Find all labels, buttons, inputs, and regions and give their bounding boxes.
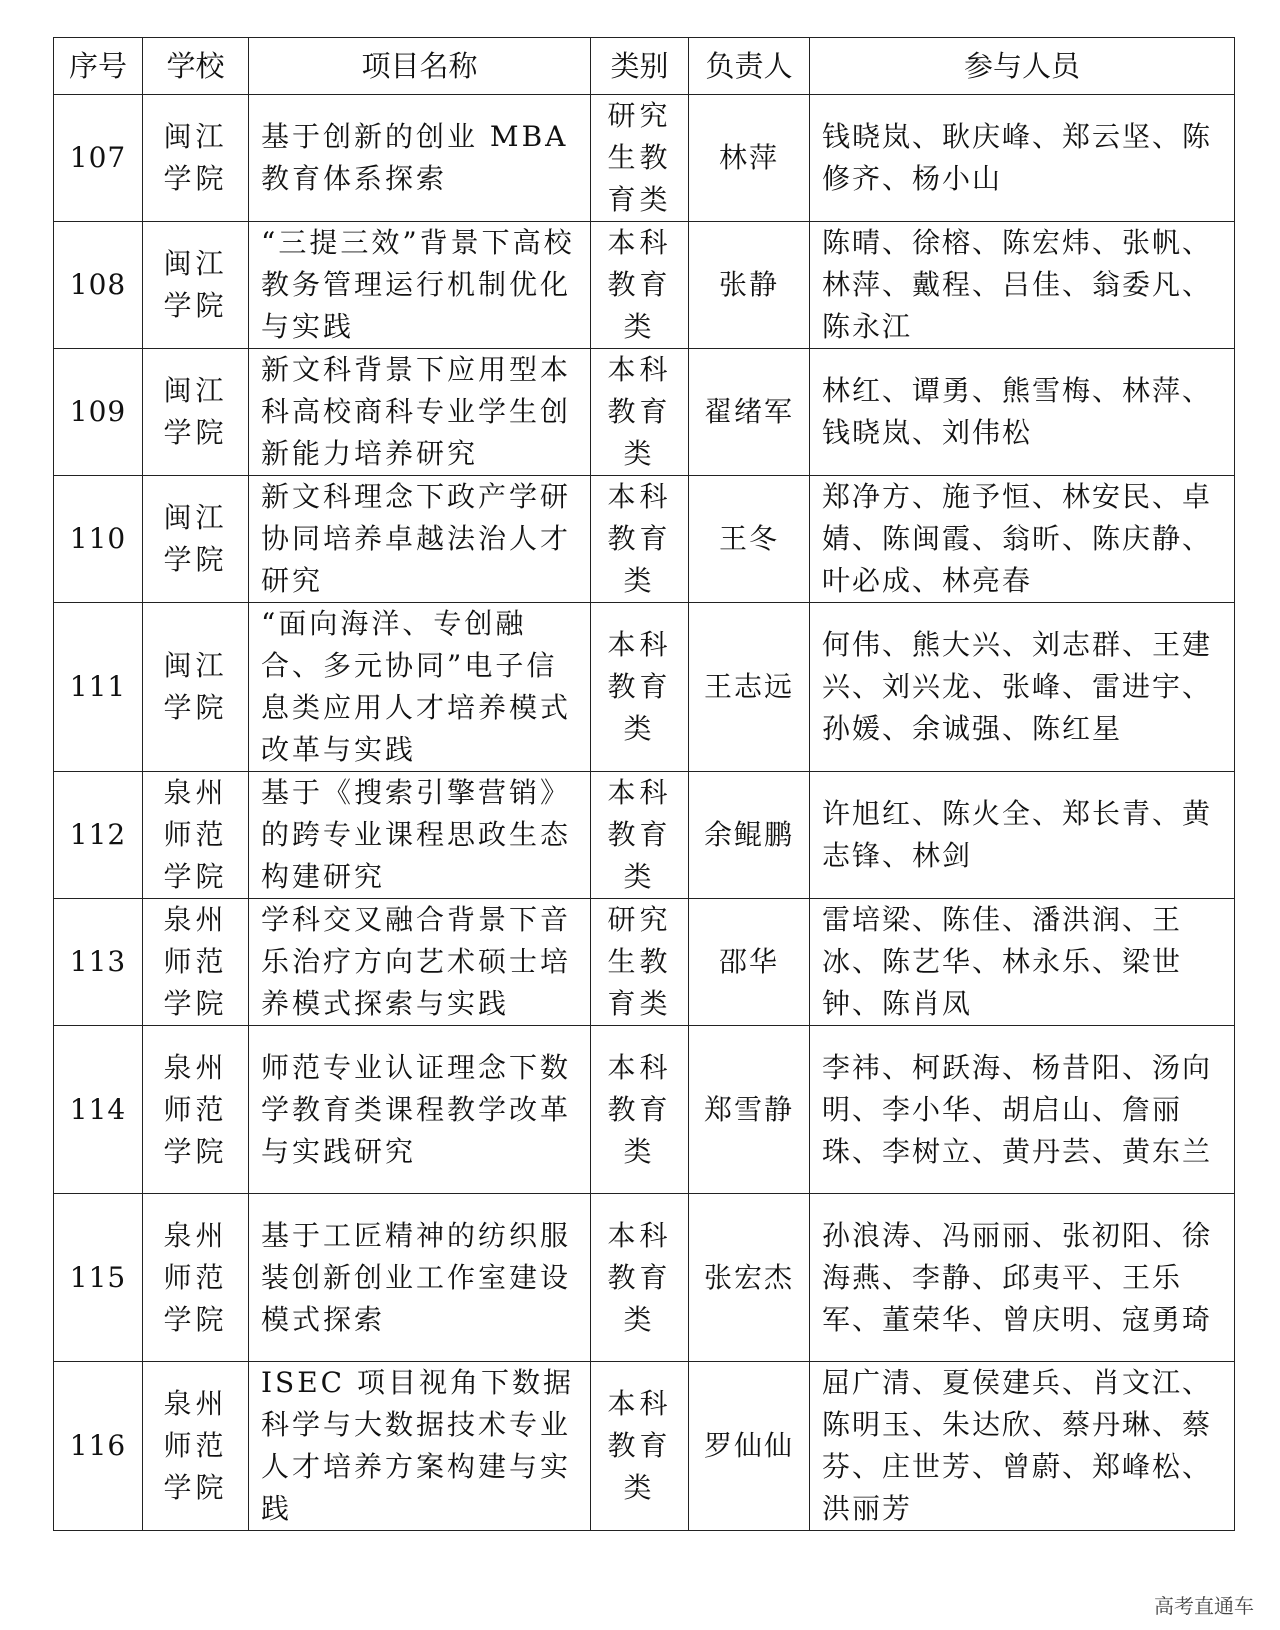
table-row [54,1194,1235,1362]
cell-type: 本科教育类 [591,349,689,476]
table-row [54,222,1235,349]
cell-type: 本科教育类 [591,603,689,772]
cell-project-name: 学科交叉融合背景下音乐治疗方向艺术硕士培养模式探索与实践 [249,899,591,1026]
cell-school: 泉州师范学院 [143,1026,249,1194]
cell-leader: 邵华 [689,899,810,1026]
cell-num: 110 [54,476,143,603]
cell-type: 本科教育类 [591,1362,689,1531]
cell-project-name: 新文科理念下政产学研协同培养卓越法治人才研究 [249,476,591,603]
header-project-name: 项目名称 [249,38,591,95]
cell-type: 本科教育类 [591,1194,689,1362]
cell-num: 111 [54,603,143,772]
table-row [54,899,1235,1026]
table-row [54,1362,1235,1531]
cell-school: 闽江学院 [143,349,249,476]
cell-members: 雷培梁、陈佳、潘洪润、王冰、陈艺华、林永乐、梁世钟、陈肖凤 [810,899,1235,1026]
cell-num: 113 [54,899,143,1026]
header-leader: 负责人 [689,38,810,95]
cell-num: 112 [54,772,143,899]
header-school: 学校 [143,38,249,95]
project-table [53,37,1235,1531]
cell-members: 屈广清、夏侯建兵、肖文江、陈明玉、朱达欣、蔡丹琳、蔡芬、庄世芳、曾蔚、郑峰松、洪丽芳 [810,1362,1235,1531]
cell-num: 115 [54,1194,143,1362]
table-row [54,95,1235,222]
cell-type: 本科教育类 [591,772,689,899]
cell-type: 本科教育类 [591,476,689,603]
cell-members: 孙浪涛、冯丽丽、张初阳、徐海燕、李静、邱夷平、王乐军、董荣华、曾庆明、寇勇琦 [810,1194,1235,1362]
cell-leader: 翟绪军 [689,349,810,476]
cell-type: 研究生教育类 [591,899,689,1026]
cell-members: 钱晓岚、耿庆峰、郑云坚、陈修齐、杨小山 [810,95,1235,222]
cell-num: 107 [54,95,143,222]
cell-leader: 张宏杰 [689,1194,810,1362]
cell-school: 闽江学院 [143,95,249,222]
cell-num: 108 [54,222,143,349]
cell-members: 许旭红、陈火全、郑长青、黄志锋、林剑 [810,772,1235,899]
cell-project-name: 新文科背景下应用型本科高校商科专业学生创新能力培养研究 [249,349,591,476]
cell-leader: 郑雪静 [689,1026,810,1194]
table-header-row [54,38,1235,95]
cell-project-name: 基于工匠精神的纺织服装创新创业工作室建设模式探索 [249,1194,591,1362]
table-row [54,603,1235,772]
cell-project-name: 基于《搜索引擎营销》的跨专业课程思政生态构建研究 [249,772,591,899]
cell-type: 本科教育类 [591,222,689,349]
cell-school: 泉州师范学院 [143,899,249,1026]
cell-school: 泉州师范学院 [143,1194,249,1362]
table-row [54,1026,1235,1194]
table-row [54,476,1235,603]
cell-members: 陈晴、徐榕、陈宏炜、张帆、林萍、戴程、吕佳、翁委凡、陈永江 [810,222,1235,349]
cell-leader: 余鲲鹏 [689,772,810,899]
cell-members: 郑净方、施予恒、林安民、卓婧、陈闽霞、翁昕、陈庆静、叶必成、林亮春 [810,476,1235,603]
cell-school: 泉州师范学院 [143,1362,249,1531]
cell-members: 李祎、柯跃海、杨昔阳、汤向明、李小华、胡启山、詹丽珠、李树立、黄丹芸、黄东兰 [810,1026,1235,1194]
table-row [54,772,1235,899]
cell-school: 闽江学院 [143,603,249,772]
table-row [54,349,1235,476]
cell-type: 本科教育类 [591,1026,689,1194]
cell-leader: 王志远 [689,603,810,772]
cell-num: 116 [54,1362,143,1531]
cell-leader: 罗仙仙 [689,1362,810,1531]
header-members: 参与人员 [810,38,1235,95]
cell-school: 闽江学院 [143,476,249,603]
header-type: 类别 [591,38,689,95]
cell-project-name: “面向海洋、专创融合、多元协同”电子信息类应用人才培养模式改革与实践 [249,603,591,772]
cell-members: 林红、谭勇、熊雪梅、林萍、钱晓岚、刘伟松 [810,349,1235,476]
cell-project-name: 师范专业认证理念下数学教育类课程教学改革与实践研究 [249,1026,591,1194]
cell-school: 闽江学院 [143,222,249,349]
cell-type: 研究生教育类 [591,95,689,222]
watermark-text: 高考直通车 [1154,1594,1254,1618]
cell-num: 114 [54,1026,143,1194]
cell-num: 109 [54,349,143,476]
cell-project-name: ISEC 项目视角下数据科学与大数据技术专业人才培养方案构建与实践 [249,1362,591,1531]
cell-project-name: “三提三效”背景下高校教务管理运行机制优化与实践 [249,222,591,349]
cell-leader: 张静 [689,222,810,349]
cell-members: 何伟、熊大兴、刘志群、王建兴、刘兴龙、张峰、雷进宇、孙媛、余诚强、陈红星 [810,603,1235,772]
cell-school: 泉州师范学院 [143,772,249,899]
header-num: 序号 [54,38,143,95]
cell-leader: 王冬 [689,476,810,603]
cell-project-name: 基于创新的创业 MBA 教育体系探索 [249,95,591,222]
cell-leader: 林萍 [689,95,810,222]
